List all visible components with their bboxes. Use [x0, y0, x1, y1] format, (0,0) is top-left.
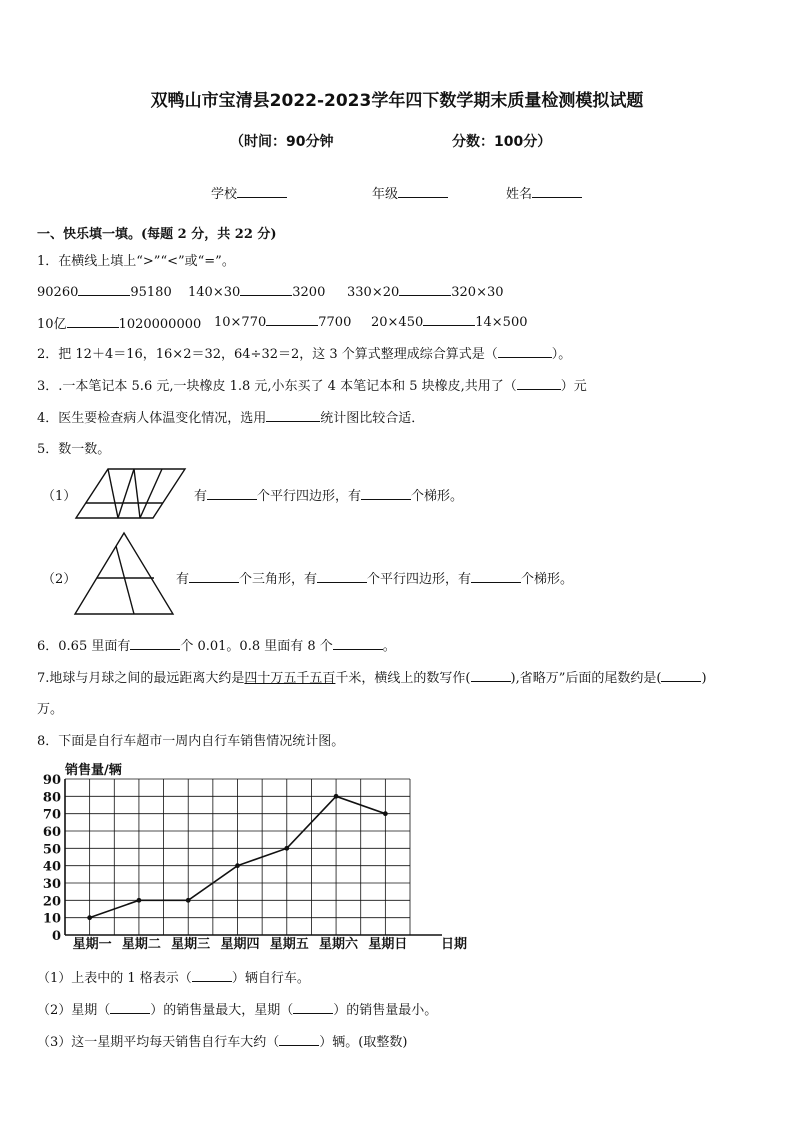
section-heading: 一、快乐填一填。(每题 2 分，共 22 分): [37, 227, 277, 242]
q1-stem: 1．在横线上填上“>”“<”或“=”。: [37, 254, 235, 269]
page-title: 双鸭山市宝清县2022-2023学年四下数学期末质量检测模拟试题: [150, 91, 644, 111]
q8-sub3: （3）这一星期平均每天销售自行车大约（ ）辆。(取整数): [37, 1035, 408, 1050]
q6: 6．0.65 里面有 个 0.01。0.8 里面有 8 个 。: [37, 639, 396, 654]
data-point: [334, 794, 339, 799]
name-blank[interactable]: [532, 185, 582, 198]
answer-blank[interactable]: [266, 409, 320, 422]
parallelogram-figure: [72, 466, 188, 522]
y-tick-label: 20: [42, 894, 61, 910]
answer-blank[interactable]: [110, 1001, 150, 1014]
answer-blank[interactable]: [130, 637, 180, 650]
answer-blank[interactable]: [423, 313, 475, 326]
q8-sub2: （2）星期（ ）的销售量最大，星期（ ）的销售量最小。: [37, 1003, 438, 1018]
data-point: [235, 863, 240, 868]
answer-blank[interactable]: [279, 1033, 319, 1046]
data-point: [186, 898, 191, 903]
answer-blank[interactable]: [207, 487, 257, 500]
x-tick-label: 星期二: [121, 937, 161, 952]
q7: 7.地球与月球之间的最远距离大约是四十万五千五百千米，横线上的数写作( ),省略万”后面的尾数约是( ): [37, 671, 707, 686]
answer-blank[interactable]: [317, 570, 367, 583]
y-tick-label: 30: [42, 877, 61, 892]
y-tick-label: 70: [42, 807, 61, 823]
q4: 4．医生要检查病人体温变化情况，选用 统计图比较合适．: [37, 411, 425, 426]
chart-y-ticks: [43, 773, 61, 944]
q5-stem: 5．数一数。: [37, 442, 111, 457]
data-point: [383, 811, 388, 816]
y-tick-label: 50: [42, 842, 61, 858]
y-tick-label: 60: [42, 825, 61, 840]
answer-blank[interactable]: [266, 313, 318, 326]
name-label: 姓名: [506, 187, 533, 202]
answer-blank[interactable]: [240, 283, 292, 296]
time-info: （时间：90分钟: [230, 134, 334, 150]
y-tick-label: 80: [42, 790, 61, 806]
data-point: [284, 846, 289, 851]
grade-blank[interactable]: [398, 185, 448, 198]
answer-blank[interactable]: [471, 669, 511, 682]
q1-row1-item1: 90260 95180: [37, 285, 172, 300]
score-info: 分数：100分）: [452, 134, 552, 150]
q7-line2: 万。: [37, 702, 64, 717]
x-axis-label: 日期: [441, 937, 468, 952]
q5-p2-text: 有 个三角形，有 个平行四边形，有 个梯形。: [176, 572, 574, 587]
answer-blank[interactable]: [361, 487, 411, 500]
y-tick-label: 40: [42, 859, 61, 875]
q3: 3．.一本笔记本 5.6 元,一块橡皮 1.8 元,小东买了 4 本笔记本和 5 块橡皮,共用了（ ）元: [37, 379, 587, 394]
q1-row1-item3: 330×20 320×30: [347, 285, 504, 300]
answer-blank[interactable]: [471, 570, 521, 583]
q1-row2-item1: 10亿 1020000000: [37, 317, 202, 332]
q5-p1-label: （1）: [42, 489, 77, 504]
sales-line-chart: [30, 756, 480, 956]
answer-blank[interactable]: [498, 345, 552, 358]
q2: 2．把 12＋4＝16，16×2＝32，64÷32＝2，这 3 个算式整理成综合算式是（ ）。: [37, 347, 572, 362]
x-tick-label: 星期日: [368, 937, 408, 952]
q5-p2-label: （2）: [42, 572, 77, 587]
q1-row1-item2: 140×30 3200: [188, 285, 326, 300]
x-tick-label: 星期一: [72, 937, 112, 952]
answer-blank[interactable]: [293, 1001, 333, 1014]
y-tick-label: 10: [42, 911, 61, 927]
school-label: 学校: [211, 187, 238, 202]
name-field: [506, 183, 582, 202]
x-tick-label: 星期六: [319, 937, 359, 952]
chart-x-ticks: [73, 936, 408, 952]
answer-blank[interactable]: [78, 283, 130, 296]
school-field: [211, 183, 287, 202]
y-tick-label: 90: [42, 773, 61, 788]
x-tick-label: 星期五: [269, 937, 309, 952]
answer-blank[interactable]: [517, 377, 561, 390]
answer-blank[interactable]: [67, 315, 119, 328]
y-axis-label: 销售量/辆: [65, 763, 122, 778]
data-point: [137, 898, 142, 903]
grade-label: 年级: [372, 187, 399, 202]
x-tick-label: 星期三: [171, 937, 211, 952]
answer-blank[interactable]: [333, 637, 383, 650]
triangle-figure: [72, 530, 176, 618]
q1-row2-item2: 10×770 7700: [214, 315, 352, 330]
answer-blank[interactable]: [399, 283, 451, 296]
answer-blank[interactable]: [661, 669, 701, 682]
chart-grid: [65, 779, 442, 935]
answer-blank[interactable]: [189, 570, 239, 583]
grade-field: [372, 183, 448, 202]
answer-blank[interactable]: [192, 969, 232, 982]
q1-row2-item3: 20×450 14×500: [371, 315, 528, 330]
q8-stem: 8．下面是自行车超市一周内自行车销售情况统计图。: [37, 734, 345, 749]
school-blank[interactable]: [237, 185, 287, 198]
q5-p1-text: 有 个平行四边形，有 个梯形。: [194, 489, 464, 504]
x-tick-label: 星期四: [220, 937, 260, 952]
data-point: [87, 915, 92, 920]
q8-sub1: （1）上表中的 1 格表示（ ）辆自行车。: [37, 971, 310, 986]
y-tick-label: 0: [51, 929, 61, 944]
